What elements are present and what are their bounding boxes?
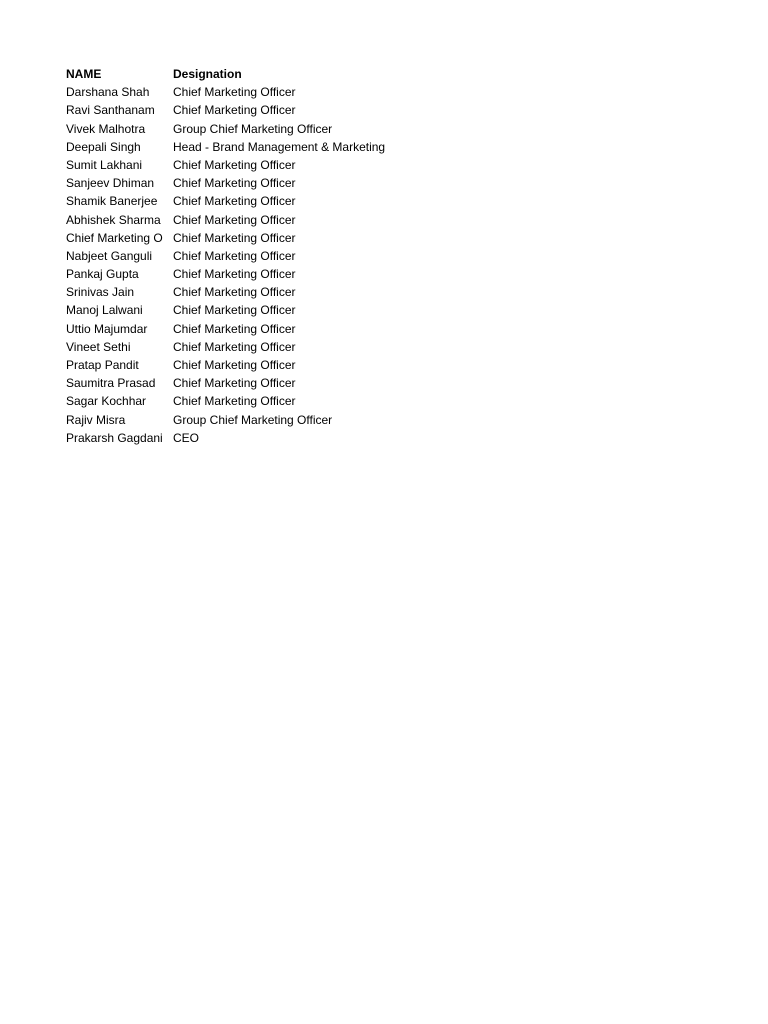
name-cell: Darshana Shah (66, 85, 150, 100)
name-cell: Uttio Majumdar (66, 321, 148, 336)
designation-cell: CEO (173, 429, 199, 447)
designation-cell: Chief Marketing Officer (173, 283, 296, 301)
designation-cell: Chief Marketing Officer (173, 211, 296, 229)
name-cell: Sumit Lakhani (66, 157, 143, 172)
designation-cell: Chief Marketing Officer (173, 265, 296, 283)
name-cell: Sanjeev Dhiman (66, 176, 155, 191)
designation-cell: Chief Marketing Officer (173, 83, 296, 101)
name-cell: Abhishek Sharma (66, 212, 161, 227)
name-cell: Ravi Santhanam (66, 103, 155, 118)
name-cell: Rajiv Misra (66, 412, 126, 427)
name-cell: Pratap Pandit (66, 358, 139, 372)
name-cell: Saumitra Prasad (66, 376, 156, 391)
designation-column-header: Designation (173, 65, 242, 83)
designation-cell: Chief Marketing Officer (173, 338, 296, 356)
name-cell: Srinivas Jain (66, 285, 135, 300)
name-cell: Vivek Malhotra (66, 121, 146, 136)
name-cell: Pankaj Gupta (66, 267, 139, 282)
designation-cell: Chief Marketing Officer (173, 247, 296, 265)
designation-cell: Chief Marketing Officer (173, 156, 296, 174)
designation-cell: Chief Marketing Officer (173, 320, 296, 338)
designation-cell: Head - Brand Management & Marketing (173, 138, 385, 156)
designation-cell: Chief Marketing Officer (173, 174, 296, 192)
designation-cell: Chief Marketing Officer (173, 192, 296, 210)
designation-cell: Group Chief Marketing Officer (173, 120, 332, 138)
designation-cell: Chief Marketing Officer (173, 229, 296, 247)
designation-cell: Chief Marketing Officer (173, 301, 296, 319)
name-cell: Deepali Singh (66, 139, 141, 154)
name-cell: Shamik Banerjee (66, 194, 158, 209)
designation-cell: Chief Marketing Officer (173, 101, 296, 119)
name-cell: Manoj Lalwani (66, 303, 143, 318)
name-cell: Sagar Kochhar (66, 394, 147, 409)
designation-cell: Chief Marketing Officer (173, 356, 296, 374)
name-cell: Prakarsh Gagdani (66, 430, 163, 445)
designation-cell: Chief Marketing Officer (173, 374, 296, 392)
name-column-header: NAME (66, 67, 102, 81)
name-cell: Chief Marketing O (66, 230, 163, 245)
designation-cell: Group Chief Marketing Officer (173, 411, 332, 429)
designation-cell: Chief Marketing Officer (173, 392, 296, 410)
name-cell: Vineet Sethi (66, 339, 131, 354)
name-cell: Nabjeet Ganguli (66, 248, 153, 263)
